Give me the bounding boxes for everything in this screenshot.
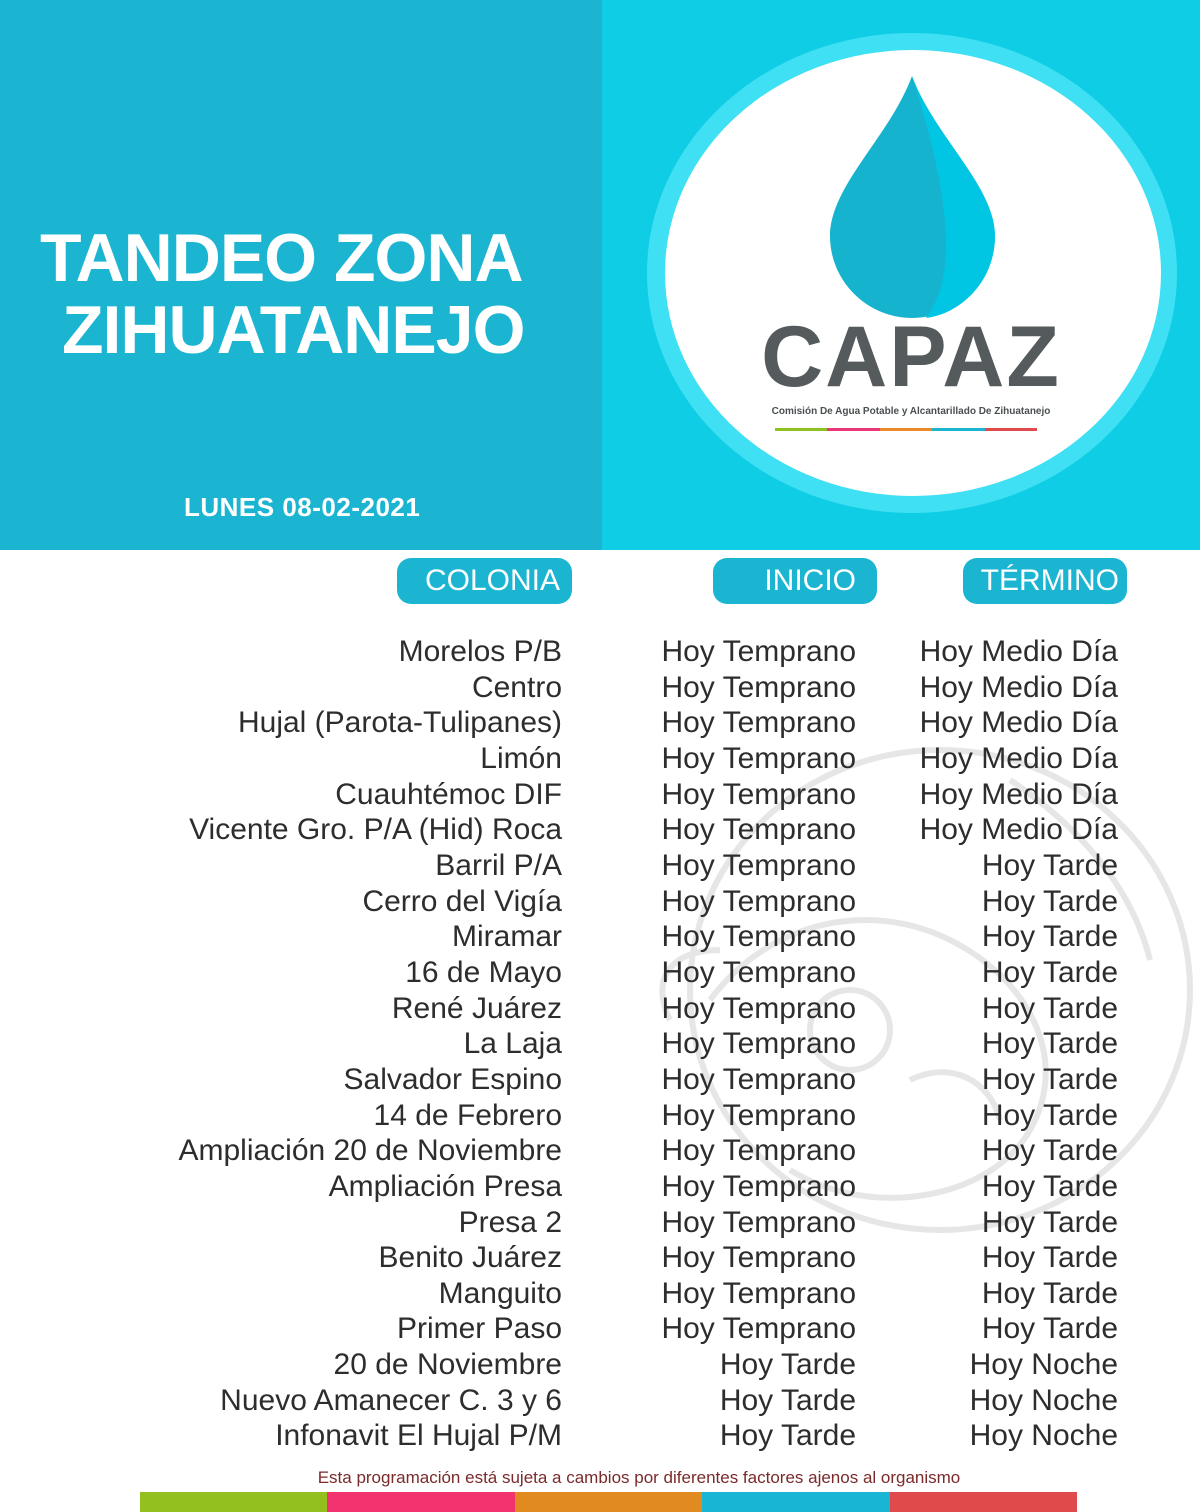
stripe-segment [702,1492,889,1512]
cell-inicio: Hoy Temprano [661,955,856,989]
title-line-1: TANDEO ZONA [40,220,523,296]
cell-colonia: Primer Paso [396,1312,562,1346]
cell-colonia: Barril P/A [435,848,562,882]
cell-inicio: Hoy Temprano [661,991,856,1025]
cell-termino: Hoy Tarde [981,1062,1118,1096]
column-header-termino: TÉRMINO [963,558,1127,604]
cell-inicio: Hoy Temprano [661,884,856,918]
cell-inicio: Hoy Temprano [661,1205,856,1239]
footer-disclaimer: Esta programación está sujeta a cambios por diferentes factores ajenos al organismo [317,1468,961,1487]
stripe-segment [775,428,827,431]
cell-inicio: Hoy Tarde [719,1348,856,1382]
cell-termino: Hoy Tarde [981,991,1118,1025]
table-row [0,705,1200,741]
cell-termino: Hoy Noche [969,1348,1118,1382]
table-row [0,884,1200,920]
cell-inicio: Hoy Temprano [661,1062,856,1096]
table-row [0,812,1200,848]
cell-termino: Hoy Medio Día [919,670,1118,704]
title-line-2: ZIHUATANEJO [62,292,525,368]
cell-colonia: Cerro del Vigía [362,884,562,918]
table-row [0,955,1200,991]
cell-termino: Hoy Tarde [981,1312,1118,1346]
cell-inicio: Hoy Temprano [661,777,856,811]
cell-termino: Hoy Tarde [981,1027,1118,1061]
column-header-inicio: INICIO [713,558,877,604]
cell-colonia: Hujal (Parota-Tulipanes) [237,706,562,740]
cell-inicio: Hoy Temprano [661,1312,856,1346]
cell-inicio: Hoy Temprano [661,670,856,704]
table-row [0,1347,1200,1383]
stripe-segment [932,428,984,431]
cell-colonia: Benito Juárez [378,1241,562,1275]
cell-colonia: Nuevo Amanecer C. 3 y 6 [220,1383,562,1417]
table-row [0,634,1200,670]
cell-colonia: 14 de Febrero [373,1098,562,1132]
cell-termino: Hoy Tarde [981,1098,1118,1132]
logo-brand-name: CAPAZ [761,309,1061,405]
cell-termino: Hoy Noche [969,1419,1118,1453]
table-row [0,1240,1200,1276]
cell-termino: Hoy Tarde [981,1205,1118,1239]
cell-termino: Hoy Medio Día [919,706,1118,740]
table-row [0,1383,1200,1419]
cell-inicio: Hoy Temprano [661,1134,856,1168]
cell-termino: Hoy Tarde [981,884,1118,918]
cell-inicio: Hoy Tarde [719,1419,856,1453]
table-row [0,1133,1200,1169]
page-title [40,222,600,366]
cell-colonia: Ampliación 20 de Noviembre [178,1134,562,1168]
cell-colonia: Manguito [438,1276,562,1310]
footer-color-stripe [140,1492,1077,1512]
cell-inicio: Hoy Temprano [661,813,856,847]
logo-subtitle: Comisión De Agua Potable y Alcantarillado De Zihuatanejo [771,406,1051,417]
cell-termino: Hoy Medio Día [919,777,1118,811]
table-row [0,919,1200,955]
stripe-segment [890,1492,1077,1512]
table-row [0,1311,1200,1347]
cell-termino: Hoy Tarde [981,1134,1118,1168]
table-row [0,848,1200,884]
water-drop-icon [830,76,995,318]
cell-inicio: Hoy Temprano [661,920,856,954]
table-row [0,670,1200,706]
table-row [0,1418,1200,1454]
cell-inicio: Hoy Temprano [661,706,856,740]
cell-termino: Hoy Medio Día [919,635,1118,668]
cell-termino: Hoy Medio Día [919,813,1118,847]
cell-termino: Hoy Tarde [981,1169,1118,1203]
table-row [0,1062,1200,1098]
cell-colonia: René Juárez [391,991,562,1025]
cell-termino: Hoy Tarde [981,955,1118,989]
table-row [0,1026,1200,1062]
table-row [0,991,1200,1027]
logo-color-stripe [775,428,1037,431]
table-row [0,1205,1200,1241]
cell-colonia: 16 de Mayo [405,955,562,989]
column-header-colonia: COLONIA [397,558,572,604]
cell-inicio: Hoy Temprano [661,741,856,775]
stripe-segment [827,428,879,431]
cell-termino: Hoy Tarde [981,1241,1118,1275]
cell-termino: Hoy Medio Día [919,741,1118,775]
stripe-segment [985,428,1037,431]
cell-colonia: Salvador Espino [343,1062,562,1096]
cell-colonia: Infonavit El Hujal P/M [275,1419,562,1453]
cell-inicio: Hoy Temprano [661,1027,856,1061]
table-row [0,1276,1200,1312]
cell-colonia: Ampliación Presa [328,1169,562,1203]
cell-colonia: Vicente Gro. P/A (Hid) Roca [189,813,562,847]
stripe-segment [880,428,932,431]
cell-colonia: Limón [480,741,562,775]
cell-colonia: Morelos P/B [398,635,562,668]
stripe-segment [327,1492,514,1512]
cell-termino: Hoy Tarde [981,848,1118,882]
cell-inicio: Hoy Temprano [661,1098,856,1132]
cell-termino: Hoy Tarde [981,1276,1118,1310]
schedule-date: LUNES 08-02-2021 [184,492,421,522]
table-row [0,777,1200,813]
cell-termino: Hoy Tarde [981,920,1118,954]
schedule-table [0,634,1200,1454]
table-row [0,1098,1200,1134]
cell-inicio: Hoy Temprano [661,635,856,668]
cell-colonia: Presa 2 [458,1205,562,1239]
cell-colonia: Centro [471,670,562,704]
cell-inicio: Hoy Temprano [661,1241,856,1275]
cell-inicio: Hoy Temprano [661,848,856,882]
stripe-segment [140,1492,327,1512]
table-row [0,1169,1200,1205]
stripe-segment [515,1492,702,1512]
cell-colonia: Cuauhtémoc DIF [335,777,562,811]
cell-colonia: La Laja [463,1027,562,1061]
cell-inicio: Hoy Temprano [661,1169,856,1203]
cell-termino: Hoy Noche [969,1383,1118,1417]
cell-colonia: 20 de Noviembre [333,1348,562,1382]
table-row [0,741,1200,777]
cell-colonia: Miramar [452,920,562,954]
cell-inicio: Hoy Tarde [719,1383,856,1417]
cell-inicio: Hoy Temprano [661,1276,856,1310]
